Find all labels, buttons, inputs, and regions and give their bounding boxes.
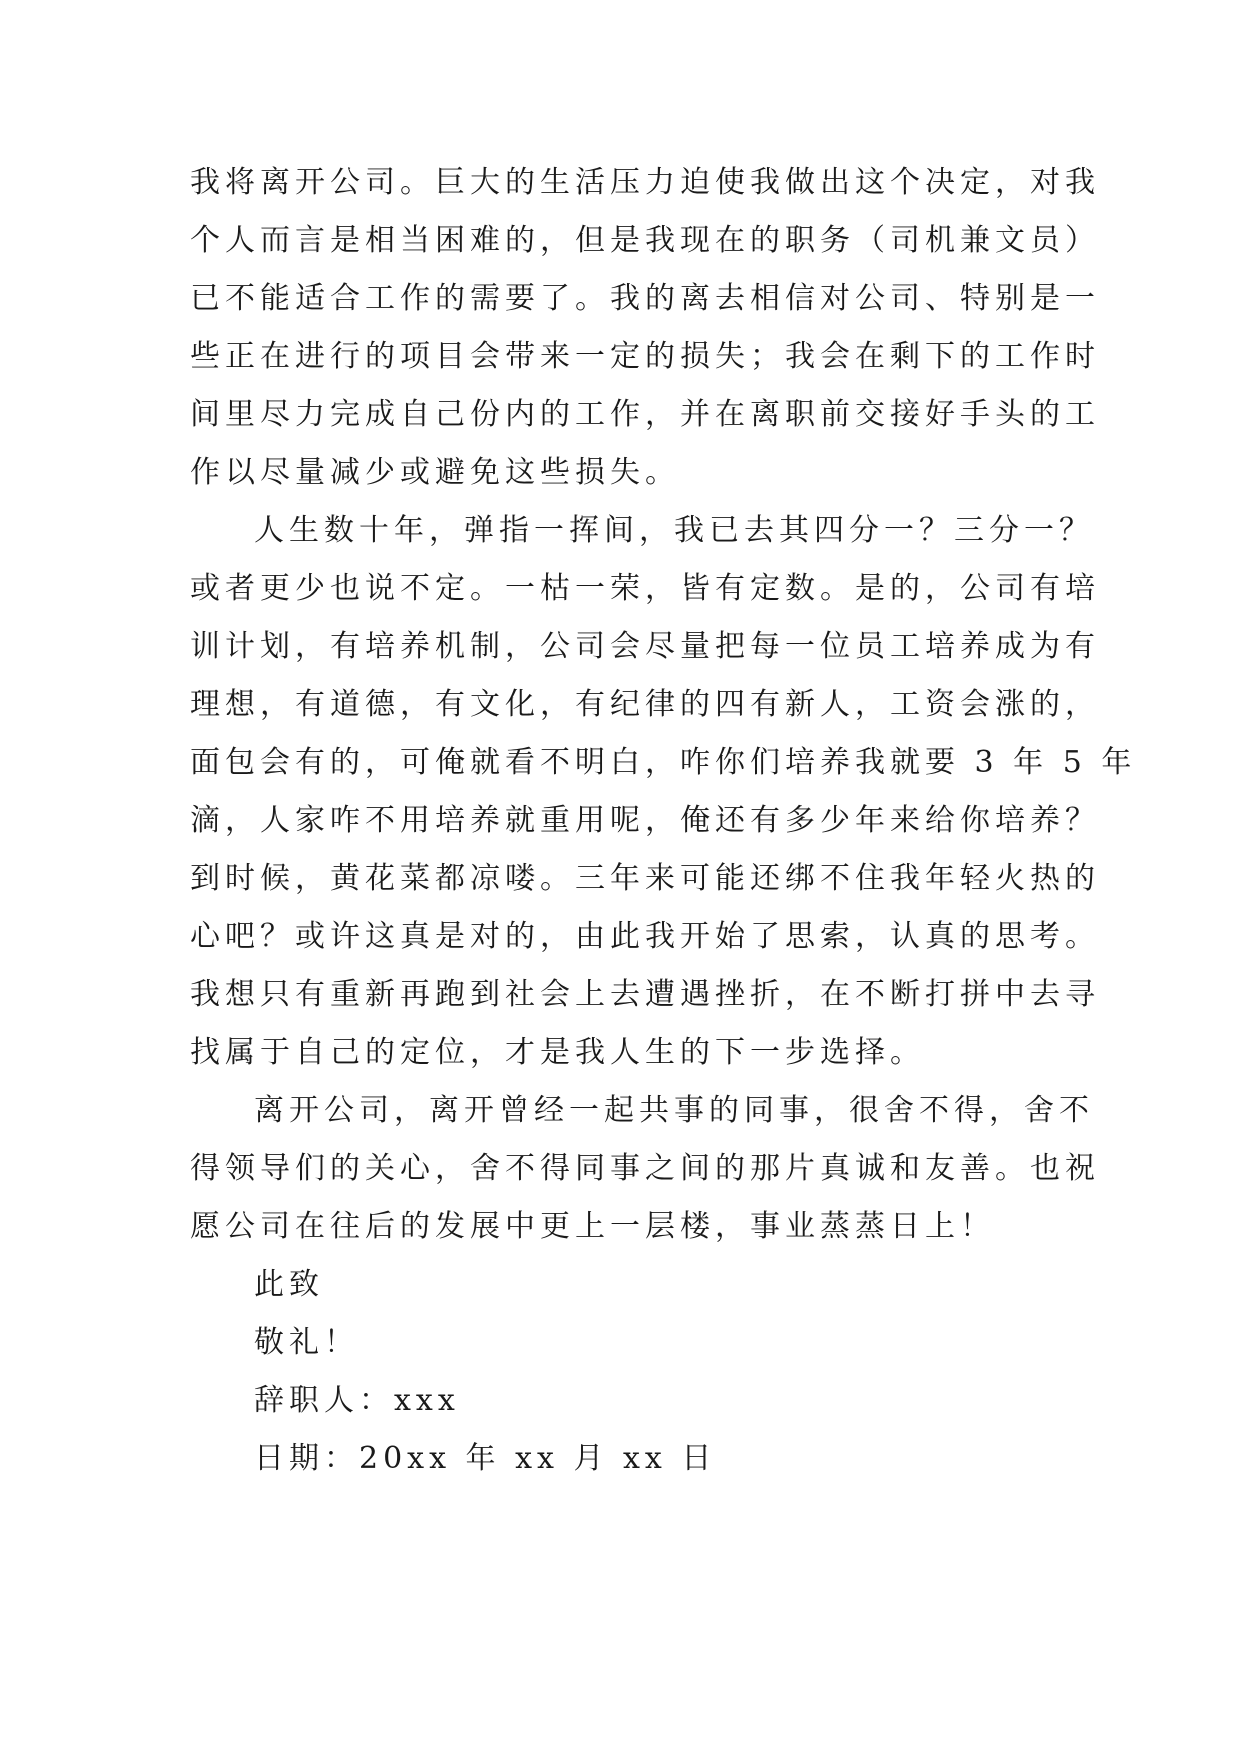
signature-line: 辞职人：xxx bbox=[254, 1383, 460, 1418]
text-line: 间里尽力完成自己份内的工作，并在离职前交接好手头的工 bbox=[190, 397, 1100, 432]
text-line: 到时候，黄花菜都凉喽。三年来可能还绑不住我年轻火热的 bbox=[190, 861, 1100, 896]
text-line: 我想只有重新再跑到社会上去遭遇挫折，在不断打拼中去寻 bbox=[190, 977, 1100, 1012]
text-line: 愿公司在往后的发展中更上一层楼，事业蒸蒸日上！ bbox=[190, 1209, 995, 1244]
text-line: 人生数十年，弹指一挥间，我已去其四分一？三分一？ bbox=[254, 513, 1094, 548]
resignation-letter-body bbox=[190, 154, 1137, 1488]
closing-line: 此致 bbox=[254, 1267, 324, 1302]
text-line: 训计划，有培养机制，公司会尽量把每一位员工培养成为有 bbox=[190, 629, 1100, 664]
text-line: 我将离开公司。巨大的生活压力迫使我做出这个决定，对我 bbox=[190, 165, 1100, 200]
text-line: 作以尽量减少或避免这些损失。 bbox=[190, 455, 680, 490]
paragraph-3 bbox=[190, 1082, 1100, 1256]
text-line: 心吧？或许这真是对的，由此我开始了思索，认真的思考。 bbox=[190, 919, 1100, 954]
text-line: 滴，人家咋不用培养就重用呢，俺还有多少年来给你培养？ bbox=[190, 803, 1100, 838]
salute-line: 敬礼！ bbox=[254, 1325, 359, 1360]
text-line: 或者更少也说不定。一枯一荣，皆有定数。是的，公司有培 bbox=[190, 571, 1100, 606]
paragraph-1 bbox=[190, 154, 1100, 502]
text-line: 面包会有的，可俺就看不明白，咋你们培养我就要 3 年 5 年 bbox=[190, 745, 1137, 780]
text-line: 找属于自己的定位，才是我人生的下一步选择。 bbox=[190, 1035, 925, 1070]
paragraph-2 bbox=[190, 502, 1137, 1082]
text-line: 个人而言是相当困难的，但是我现在的职务（司机兼文员） bbox=[190, 223, 1100, 258]
text-line: 已不能适合工作的需要了。我的离去相信对公司、特别是一 bbox=[190, 281, 1100, 316]
text-line: 些正在进行的项目会带来一定的损失；我会在剩下的工作时 bbox=[190, 339, 1100, 374]
text-line: 得领导们的关心，舍不得同事之间的那片真诚和友善。也祝 bbox=[190, 1151, 1100, 1186]
date-line: 日期：20xx 年 xx 月 xx 日 bbox=[254, 1441, 717, 1476]
text-line: 离开公司，离开曾经一起共事的同事，很舍不得，舍不 bbox=[254, 1093, 1094, 1128]
text-line: 理想，有道德，有文化，有纪律的四有新人，工资会涨的， bbox=[190, 687, 1100, 722]
